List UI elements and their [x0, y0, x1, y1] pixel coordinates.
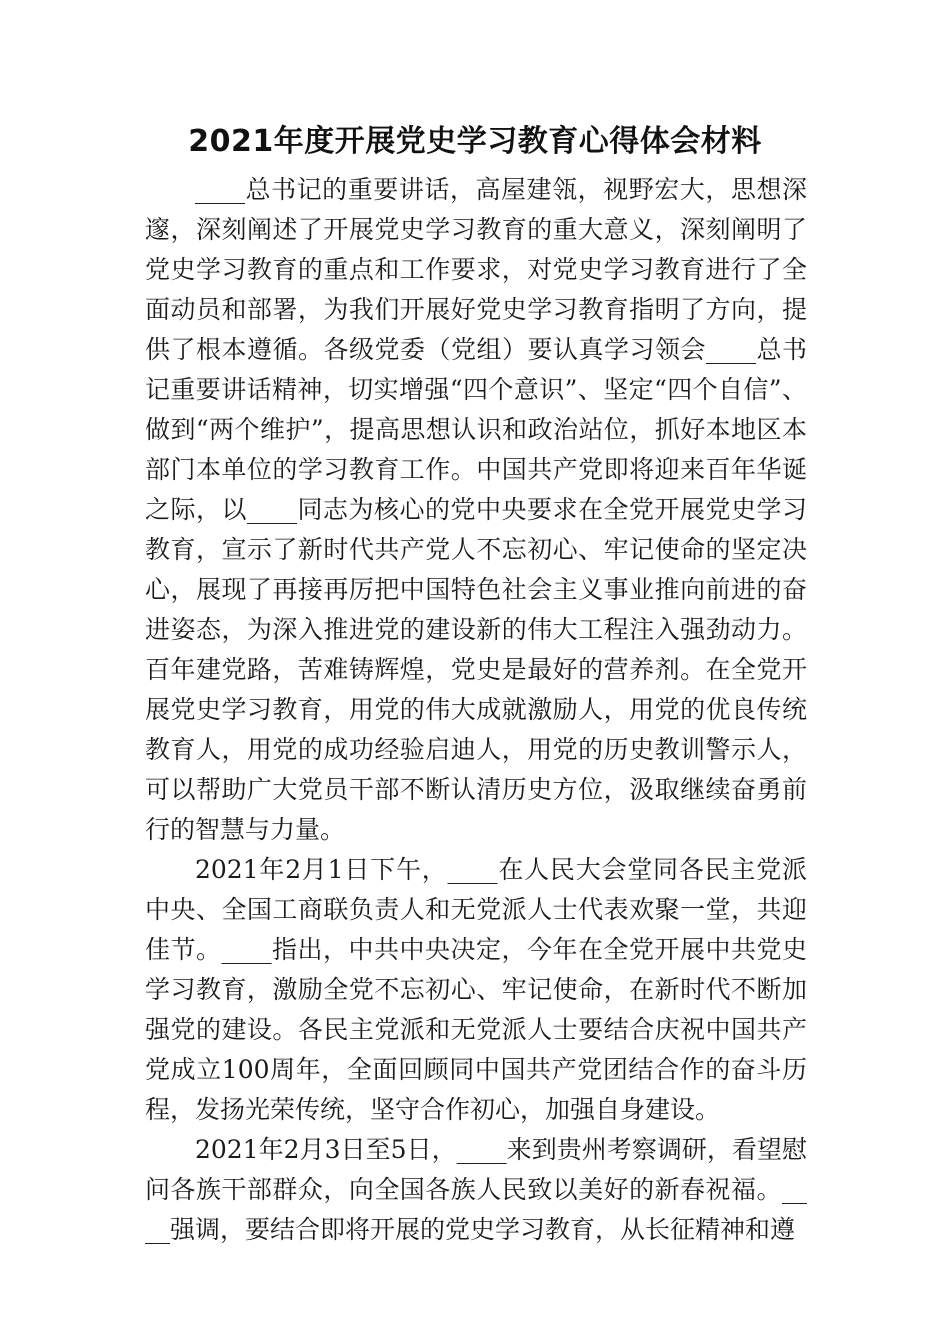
paragraph-1: ____总书记的重要讲话，高屋建瓴，视野宏大，思想深邃，深刻阐述了开展党史学习教育的重大意义，深刻阐明了党史学习教育的重点和工作要求，对党史学习教育进行了全面动员和部署，为我们开展好党史学习教育指明了方向，提供了根本遵循。各级党委（党组）要认真学习领会____总书记重要讲话精神，切实增强“四个意识”、坚定“四个自信”、做到“两个维护”，提高思想认识和政治站位，抓好本地区本部门本单位的学习教育工作。中国共产党即将迎来百年华诞之际，以____同志为核心的党中央要求在全党开展党史学习教育，宣示了新时代共产党人不忘初心、牢记使命的坚定决心，展现了再接再厉把中国特色社会主义事业推向前进的奋进姿态，为深入推进党的建设新的伟大工程注入强劲动力。百年建党路，苦难铸辉煌，党史是最好的营养剂。在全党开展党史学习教育，用党的伟大成就激励人，用党的优良传统教育人，用党的成功经验启迪人，用党的历史教训警示人，可以帮助广大党员干部不断认清历史方位，汲取继续奋勇前行的智慧与力量。	[145, 175, 807, 844]
document-title: 2021年度开展党史学习教育心得体会材料	[188, 124, 762, 159]
paragraph-2: 2021年2月1日下午，____在人民大会堂同各民主党派中央、全国工商联负责人和无党派人士代表欢聚一堂，共迎佳节。____指出，中共中央决定，今年在全党开展中共党史学习教育，激励全党不忘初心、牢记使命，在新时代不断加强党的建设。各民主党派和无党派人士要结合庆祝中国共产党成立100周年，全面回顾同中国共产党团结合作的奋斗历程，发扬光荣传统，坚守合作初心，加强自身建设。	[145, 855, 807, 1124]
document-body	[145, 170, 807, 1250]
paragraph-3: 2021年2月3日至5日，____来到贵州考察调研，看望慰问各族干部群众，向全国各族人民致以美好的新春祝福。____强调，要结合即将开展的党史学习教育，从长征精神和遵	[145, 1135, 807, 1244]
